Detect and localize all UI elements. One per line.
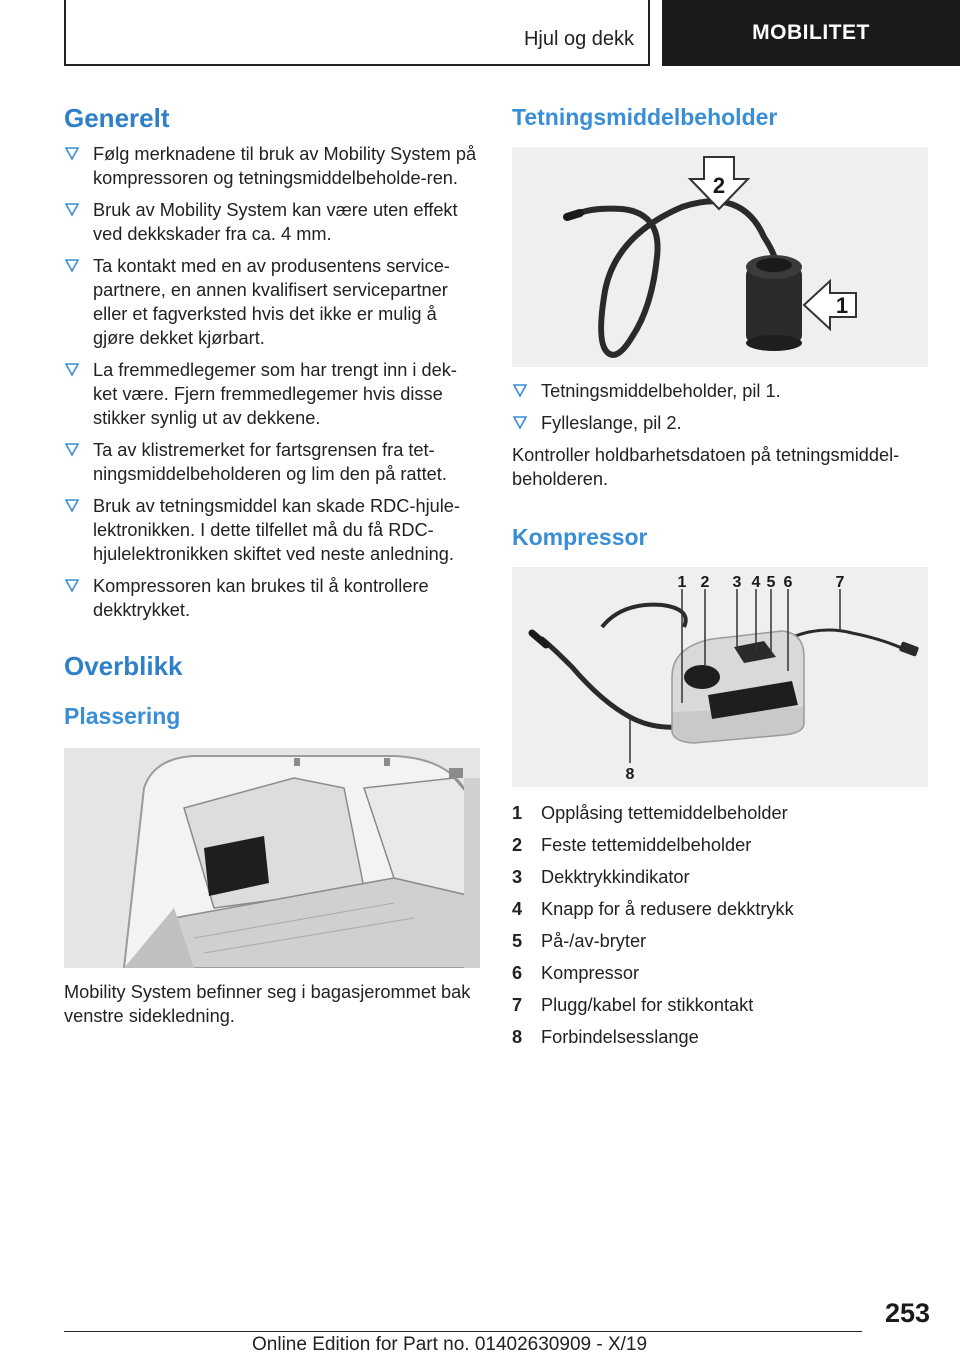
arrow-label-1: 1: [835, 293, 849, 318]
fig-label-5: 5: [766, 574, 776, 591]
list-item: 8 Forbindelsesslange: [512, 1027, 699, 1047]
edition-footer: Online Edition for Part no. 01402630909 - X/19: [252, 1334, 648, 1355]
compressor-illustration: [512, 567, 928, 787]
list-item: Ta av klistremerket for fartsgrensen fra tet‐ningsmiddelbeholderen og lim den på rattet.: [64, 438, 480, 486]
location-text: Mobility System befinner seg i bagasjerommet bak venstre sidekledning.: [64, 982, 471, 1026]
list-item: 6 Kompressor: [512, 963, 640, 983]
list-item: 1 Opplåsing tettemiddelbeholder: [512, 803, 788, 823]
left-column: [64, 100, 480, 1028]
list-item: 4 Knapp for å redusere dekktrykk: [512, 899, 794, 919]
triangle-bullet-icon: [64, 146, 80, 162]
heading-general: Generelt: [64, 103, 170, 133]
list-item: 3 Dekktrykkindikator: [512, 867, 690, 887]
fig-label-2: 2: [700, 574, 710, 591]
list-item: La fremmedlegemer som har trengt inn i dek‐ket være. Fjern fremmedlegemer hvis disse stikker synlig ut av dekkene.: [64, 358, 480, 430]
triangle-bullet-icon: [64, 258, 80, 274]
triangle-bullet-icon: [512, 383, 528, 399]
list-item: Tetningsmiddelbeholder, pil 1.: [512, 379, 928, 403]
heading-compressor: Kompressor: [512, 524, 648, 550]
trunk-illustration: [64, 748, 480, 968]
list-item: Bruk av Mobility System kan være uten effekt ved dekkskader fra ca. 4 mm.: [64, 198, 480, 246]
list-item: Følg merknadene til bruk av Mobility System på kompressoren og tetningsmiddelbeholde‐ren.: [64, 142, 480, 190]
general-bullet-list: [64, 142, 480, 622]
list-item: 5 På-/av-bryter: [512, 931, 647, 951]
triangle-bullet-icon: [64, 442, 80, 458]
sealant-container-illustration: [512, 147, 928, 367]
list-item: Kompressoren kan brukes til å kontrollere dekktrykket.: [64, 574, 480, 622]
heading-overview: Overblikk: [64, 651, 183, 681]
fig-label-8: 8: [625, 766, 635, 783]
triangle-bullet-icon: [512, 415, 528, 431]
compressor-parts-list: [512, 801, 928, 1049]
list-item: Ta kontakt med en av produsentens service‐partnere, en annen kvalifisert servicepartner eller et fagverksted hvis det ikke er mulig å gjøre dekket kjørbart.: [64, 254, 480, 350]
right-column: [512, 100, 928, 1057]
chapter-tab: MOBILITET: [662, 0, 960, 66]
section-title: Hjul og dekk: [523, 28, 634, 50]
list-item: Fylleslange, pil 2.: [512, 411, 928, 435]
container-bullet-list: [512, 379, 928, 435]
trunk-drawing: [64, 748, 480, 968]
arrow-label-2: 2: [712, 173, 726, 198]
triangle-bullet-icon: [64, 202, 80, 218]
triangle-bullet-icon: [64, 362, 80, 378]
list-item: 2 Feste tettemiddelbeholder: [512, 835, 752, 855]
fig-label-6: 6: [783, 574, 793, 591]
list-item: Bruk av tetningsmiddel kan skade RDC-hjule‐lektronikken. I dette tilfellet må du få RDC-hjulelektronikken skiftet ved neste anledning.: [64, 494, 480, 566]
header-section-box: [64, 0, 650, 66]
fig-label-4: 4: [751, 574, 761, 591]
fig-label-1: 1: [677, 574, 687, 591]
sealant-container-drawing: [512, 147, 928, 367]
triangle-bullet-icon: [64, 578, 80, 594]
list-item: 7 Plugg/kabel for stikkontakt: [512, 995, 754, 1015]
page-number: 253: [884, 1298, 930, 1328]
compressor-drawing: [512, 567, 928, 787]
container-check-text: Kontroller holdbarhetsdatoen på tetningsmiddel‐beholderen.: [512, 445, 900, 489]
footer-divider: [64, 1331, 862, 1332]
triangle-bullet-icon: [64, 498, 80, 514]
heading-location: Plassering: [64, 703, 181, 729]
heading-sealant-container: Tetningsmiddelbeholder: [512, 104, 778, 130]
fig-label-7: 7: [835, 574, 845, 591]
fig-label-3: 3: [732, 574, 742, 591]
